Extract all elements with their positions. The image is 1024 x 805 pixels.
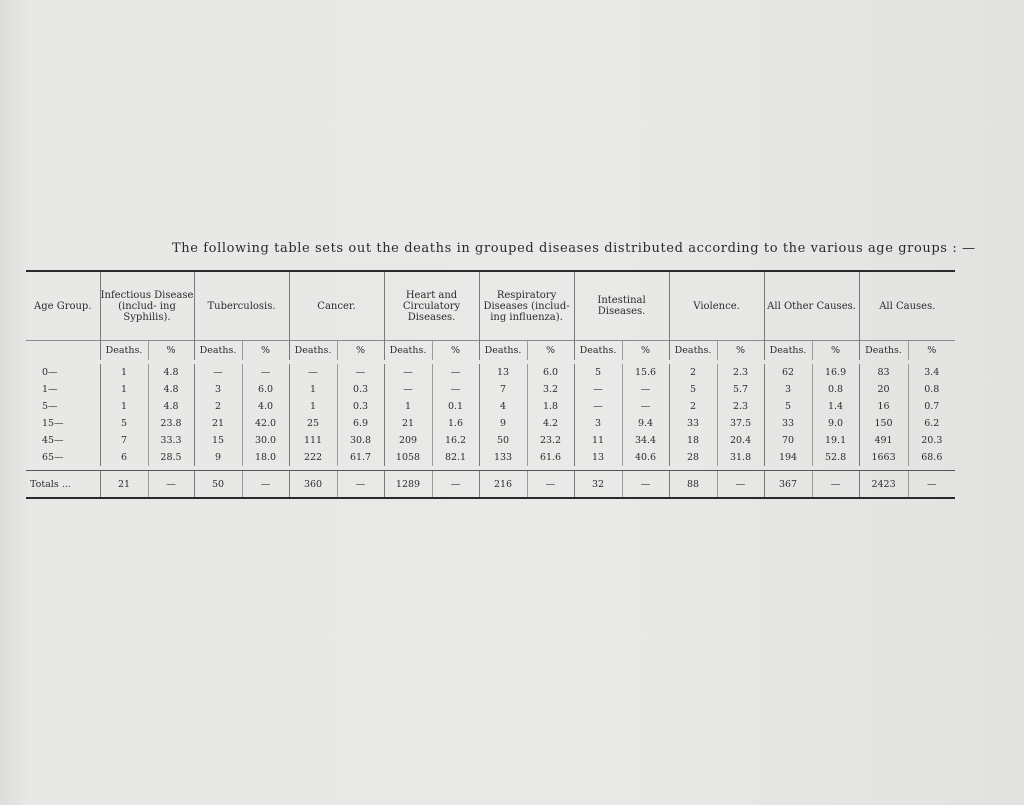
table-body bbox=[26, 360, 955, 498]
pct-cell: 1.6 bbox=[432, 415, 479, 432]
totals-deaths-cell: 2423 bbox=[859, 471, 908, 499]
sub-header-pct: % bbox=[432, 341, 479, 361]
pct-cell: 28.5 bbox=[148, 449, 194, 466]
sub-header-pct: % bbox=[148, 341, 194, 361]
deaths-cell: 11 bbox=[574, 432, 622, 449]
sub-header-pct: % bbox=[337, 341, 384, 361]
deaths-by-age-table bbox=[26, 270, 955, 499]
table-row bbox=[26, 449, 955, 466]
deaths-table-container bbox=[26, 270, 952, 499]
deaths-cell: 33 bbox=[764, 415, 812, 432]
pct-cell: 0.8 bbox=[812, 381, 859, 398]
pct-cell: 61.7 bbox=[337, 449, 384, 466]
pct-cell: 1.8 bbox=[527, 398, 574, 415]
totals-deaths-cell: 21 bbox=[100, 471, 148, 499]
pct-cell: 4.8 bbox=[148, 381, 194, 398]
age-cell: 15— bbox=[42, 418, 64, 429]
pct-cell: 23.8 bbox=[148, 415, 194, 432]
table-row bbox=[26, 364, 955, 381]
deaths-cell: 3 bbox=[194, 381, 242, 398]
deaths-cell: 1 bbox=[384, 398, 432, 415]
pct-cell: 33.3 bbox=[148, 432, 194, 449]
sub-header-deaths: Deaths. bbox=[764, 341, 812, 361]
totals-deaths-cell: 216 bbox=[479, 471, 527, 499]
totals-deaths-cell: 1289 bbox=[384, 471, 432, 499]
table-row bbox=[26, 415, 955, 432]
deaths-cell: 16 bbox=[859, 398, 908, 415]
pct-cell: 30.0 bbox=[242, 432, 289, 449]
deaths-cell: 1 bbox=[100, 364, 148, 381]
deaths-cell: — bbox=[289, 364, 337, 381]
sub-header-deaths: Deaths. bbox=[194, 341, 242, 361]
sub-header-deaths: Deaths. bbox=[100, 341, 148, 361]
pct-cell: 3.4 bbox=[908, 364, 955, 381]
deaths-cell: 9 bbox=[479, 415, 527, 432]
pct-cell: — bbox=[432, 364, 479, 381]
pct-cell: 16.9 bbox=[812, 364, 859, 381]
age-cell: 0— bbox=[42, 367, 58, 378]
deaths-cell: 1663 bbox=[859, 449, 908, 466]
sub-header-pct: % bbox=[908, 341, 955, 361]
deaths-cell: 50 bbox=[479, 432, 527, 449]
deaths-cell: 15 bbox=[194, 432, 242, 449]
pct-cell: 34.4 bbox=[622, 432, 669, 449]
sub-header-pct: % bbox=[527, 341, 574, 361]
totals-pct-cell: — bbox=[908, 471, 955, 499]
totals-pct-cell: — bbox=[527, 471, 574, 499]
deaths-cell: 3 bbox=[764, 381, 812, 398]
pct-cell: 42.0 bbox=[242, 415, 289, 432]
deaths-cell: 5 bbox=[764, 398, 812, 415]
deaths-cell: 222 bbox=[289, 449, 337, 466]
pct-cell: 20.3 bbox=[908, 432, 955, 449]
totals-pct-cell: — bbox=[622, 471, 669, 499]
deaths-cell: — bbox=[384, 381, 432, 398]
pct-cell: — bbox=[337, 364, 384, 381]
group-header-respiratory: Respiratory Diseases (includ- ing influenza). bbox=[479, 271, 574, 341]
pct-cell: 6.2 bbox=[908, 415, 955, 432]
pct-cell: 0.3 bbox=[337, 398, 384, 415]
deaths-cell: 6 bbox=[100, 449, 148, 466]
deaths-cell: 1 bbox=[100, 381, 148, 398]
totals-pct-cell: — bbox=[337, 471, 384, 499]
table-row bbox=[26, 381, 955, 398]
table-row bbox=[26, 432, 955, 449]
age-cell: 1— bbox=[42, 384, 58, 395]
totals-deaths-cell: 50 bbox=[194, 471, 242, 499]
pct-cell: 0.7 bbox=[908, 398, 955, 415]
deaths-cell: 111 bbox=[289, 432, 337, 449]
deaths-cell: 7 bbox=[100, 432, 148, 449]
pct-cell: 52.8 bbox=[812, 449, 859, 466]
age-group-header: Age Group. bbox=[33, 300, 92, 312]
deaths-cell: 33 bbox=[669, 415, 717, 432]
sub-header-pct: % bbox=[717, 341, 764, 361]
pct-cell: — bbox=[622, 398, 669, 415]
age-cell: 5— bbox=[42, 401, 58, 412]
pct-cell: 0.3 bbox=[337, 381, 384, 398]
sub-header-row bbox=[26, 341, 955, 361]
pct-cell: 40.6 bbox=[622, 449, 669, 466]
pct-cell: 6.0 bbox=[527, 364, 574, 381]
deaths-cell: 1058 bbox=[384, 449, 432, 466]
deaths-cell: 5 bbox=[669, 381, 717, 398]
pct-cell: 37.5 bbox=[717, 415, 764, 432]
pct-cell: 2.3 bbox=[717, 398, 764, 415]
sub-header-age-blank bbox=[26, 341, 100, 361]
pct-cell: 5.7 bbox=[717, 381, 764, 398]
deaths-cell: 9 bbox=[194, 449, 242, 466]
age-cell: 65— bbox=[42, 452, 64, 463]
totals-deaths-cell: 367 bbox=[764, 471, 812, 499]
pct-cell: 20.4 bbox=[717, 432, 764, 449]
pct-cell: — bbox=[242, 364, 289, 381]
sub-header-deaths: Deaths. bbox=[289, 341, 337, 361]
deaths-cell: 7 bbox=[479, 381, 527, 398]
sub-header-pct: % bbox=[622, 341, 669, 361]
deaths-cell: 13 bbox=[574, 449, 622, 466]
pct-cell: 1.4 bbox=[812, 398, 859, 415]
deaths-cell: — bbox=[574, 398, 622, 415]
group-header-heart: Heart and Circulatory Diseases. bbox=[384, 271, 479, 341]
pct-cell: 9.4 bbox=[622, 415, 669, 432]
deaths-cell: 28 bbox=[669, 449, 717, 466]
deaths-cell: 491 bbox=[859, 432, 908, 449]
pct-cell: 0.8 bbox=[908, 381, 955, 398]
deaths-cell: 2 bbox=[669, 364, 717, 381]
sub-header-pct: % bbox=[242, 341, 289, 361]
pct-cell: 23.2 bbox=[527, 432, 574, 449]
sub-header-deaths: Deaths. bbox=[574, 341, 622, 361]
totals-row bbox=[26, 471, 955, 499]
pct-cell: 2.3 bbox=[717, 364, 764, 381]
sub-header-deaths: Deaths. bbox=[384, 341, 432, 361]
deaths-cell: 1 bbox=[289, 398, 337, 415]
pct-cell: 61.6 bbox=[527, 449, 574, 466]
pct-cell: 4.2 bbox=[527, 415, 574, 432]
deaths-cell: 83 bbox=[859, 364, 908, 381]
deaths-cell: 18 bbox=[669, 432, 717, 449]
deaths-cell: 70 bbox=[764, 432, 812, 449]
totals-label: Totals ... bbox=[26, 471, 100, 499]
group-header-cancer: Cancer. bbox=[289, 271, 384, 341]
deaths-cell: 25 bbox=[289, 415, 337, 432]
deaths-cell: 3 bbox=[574, 415, 622, 432]
group-header-tuberculosis: Tuberculosis. bbox=[194, 271, 289, 341]
totals-deaths-cell: 88 bbox=[669, 471, 717, 499]
pct-cell: 9.0 bbox=[812, 415, 859, 432]
totals-pct-cell: — bbox=[148, 471, 194, 499]
deaths-cell: — bbox=[384, 364, 432, 381]
totals-pct-cell: — bbox=[242, 471, 289, 499]
pct-cell: 30.8 bbox=[337, 432, 384, 449]
sub-header-deaths: Deaths. bbox=[669, 341, 717, 361]
deaths-cell: 5 bbox=[574, 364, 622, 381]
group-header-other-causes: All Other Causes. bbox=[764, 271, 859, 341]
group-header-intestinal: Intestinal Diseases. bbox=[574, 271, 669, 341]
deaths-cell: 209 bbox=[384, 432, 432, 449]
group-header-violence: Violence. bbox=[669, 271, 764, 341]
deaths-cell: 13 bbox=[479, 364, 527, 381]
deaths-cell: 2 bbox=[194, 398, 242, 415]
totals-pct-cell: — bbox=[432, 471, 479, 499]
pct-cell: 4.8 bbox=[148, 398, 194, 415]
deaths-cell: 133 bbox=[479, 449, 527, 466]
totals-pct-cell: — bbox=[717, 471, 764, 499]
deaths-cell: 5 bbox=[100, 415, 148, 432]
deaths-cell: 4 bbox=[479, 398, 527, 415]
pct-cell: 4.0 bbox=[242, 398, 289, 415]
totals-deaths-cell: 32 bbox=[574, 471, 622, 499]
deaths-cell: 21 bbox=[194, 415, 242, 432]
pct-cell: 31.8 bbox=[717, 449, 764, 466]
deaths-cell: 2 bbox=[669, 398, 717, 415]
group-header-infectious: Infectious Disease (includ- ing Syphilis). bbox=[100, 271, 194, 341]
deaths-cell: 20 bbox=[859, 381, 908, 398]
pct-cell: 6.9 bbox=[337, 415, 384, 432]
table-caption: The following table sets out the deaths in grouped diseases distributed according to the various age groups : — bbox=[172, 241, 976, 256]
table-row bbox=[26, 398, 955, 415]
deaths-cell: 62 bbox=[764, 364, 812, 381]
pct-cell: 3.2 bbox=[527, 381, 574, 398]
sub-header-deaths: Deaths. bbox=[859, 341, 908, 361]
pct-cell: 0.1 bbox=[432, 398, 479, 415]
group-header-row bbox=[26, 271, 955, 341]
deaths-cell: 1 bbox=[289, 381, 337, 398]
pct-cell: 15.6 bbox=[622, 364, 669, 381]
age-cell: 45— bbox=[42, 435, 64, 446]
pct-cell: 82.1 bbox=[432, 449, 479, 466]
group-header-all-causes: All Causes. bbox=[859, 271, 955, 341]
deaths-cell: 194 bbox=[764, 449, 812, 466]
totals-deaths-cell: 360 bbox=[289, 471, 337, 499]
pct-cell: 4.8 bbox=[148, 364, 194, 381]
deaths-cell: — bbox=[574, 381, 622, 398]
deaths-cell: 21 bbox=[384, 415, 432, 432]
totals-pct-cell: — bbox=[812, 471, 859, 499]
pct-cell: 18.0 bbox=[242, 449, 289, 466]
sub-header-pct: % bbox=[812, 341, 859, 361]
deaths-cell: 150 bbox=[859, 415, 908, 432]
deaths-cell: — bbox=[194, 364, 242, 381]
pct-cell: 68.6 bbox=[908, 449, 955, 466]
pct-cell: 6.0 bbox=[242, 381, 289, 398]
sub-header-deaths: Deaths. bbox=[479, 341, 527, 361]
pct-cell: — bbox=[622, 381, 669, 398]
pct-cell: 16.2 bbox=[432, 432, 479, 449]
pct-cell: — bbox=[432, 381, 479, 398]
deaths-cell: 1 bbox=[100, 398, 148, 415]
pct-cell: 19.1 bbox=[812, 432, 859, 449]
